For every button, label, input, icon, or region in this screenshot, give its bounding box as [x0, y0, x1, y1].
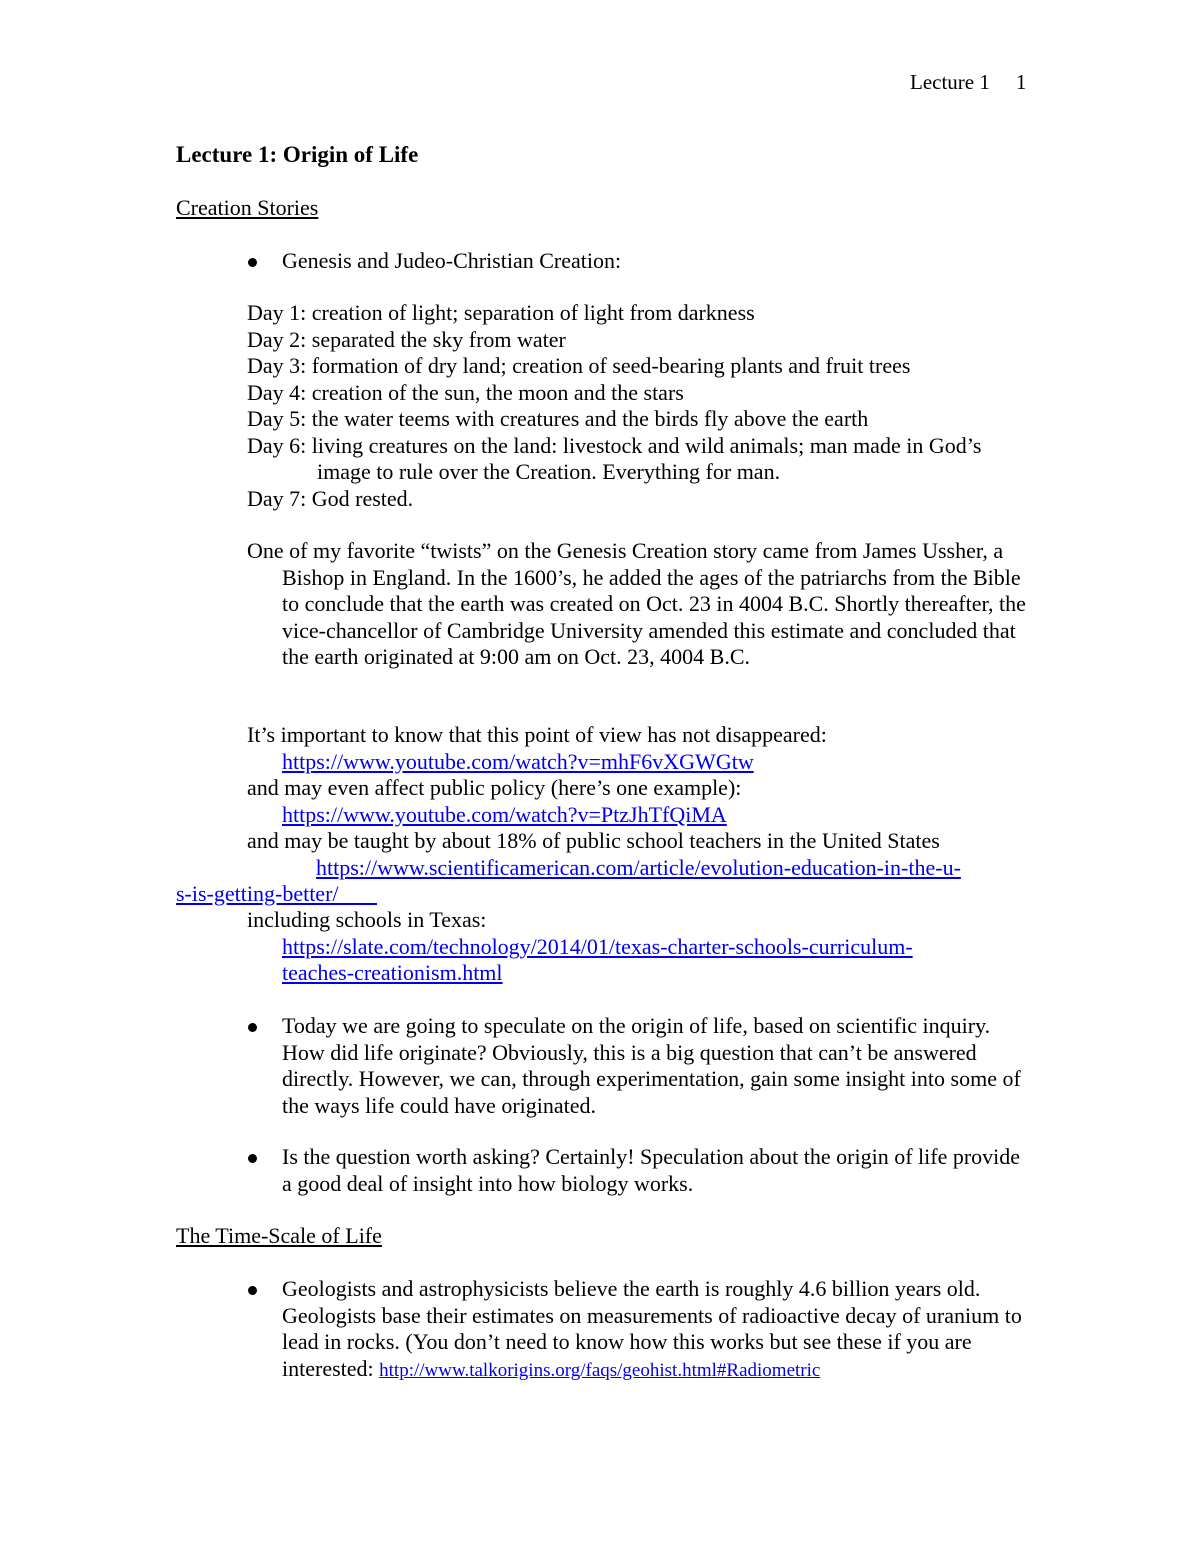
header-label: Lecture 1: [910, 70, 990, 94]
day-line: Day 2: separated the sky from water: [247, 326, 566, 352]
section-heading-creation-stories: Creation Stories: [176, 195, 319, 220]
time-scale-text: Geologists and astrophysicists believe the earth is roughly 4.6 billion years old. Geologists base their estimates on measurements of radioactive decay of uranium to lead in rocks. (You don’t need to know how this works but see these if you are interested:: [282, 1276, 1022, 1381]
creation-days-list: [247, 300, 987, 512]
day-line: Day 7: God rested.: [247, 485, 414, 511]
slate-link-cont[interactable]: teaches-creationism.html: [282, 960, 503, 985]
bullet-icon: [248, 1286, 257, 1295]
scientific-american-link-cont[interactable]: s-is-getting-better/: [176, 881, 339, 906]
bullet-icon: [248, 1154, 257, 1163]
scientific-american-link[interactable]: https://www.scientificamerican.com/article/evolution-education-in-the-u-: [316, 854, 961, 880]
slate-link[interactable]: https://slate.com/technology/2014/01/texas-charter-schools-curriculum-: [282, 933, 913, 959]
bullet-icon: [248, 1023, 257, 1032]
page-title: Lecture 1: Origin of Life: [176, 142, 419, 167]
bullet-text: Genesis and Judeo-Christian Creation:: [282, 248, 622, 273]
day-line: Day 5: the water teems with creatures and the birds fly above the earth: [247, 406, 869, 431]
ussher-paragraph: One of my favorite “twists” on the Genesis Creation story came from James Ussher, a Bishop in England. In the 1600’s, he added the ages of the patriarchs from the Bible to conclude that the earth was created on Oct. 23 in 4004 B.C. Shortly thereafter, the vice-chancellor of Cambridge University amended this estimate and concluded that the earth originated at 9:00 am on Oct. 23, 4004 B.C.: [247, 538, 1026, 669]
bullet-text: Is the question worth asking? Certainly! Speculation about the origin of life provide a good deal of insight into how biology works.: [282, 1144, 1021, 1196]
list-item: [248, 248, 1038, 275]
policy-text: and may even affect public policy (here’s one example):: [247, 775, 742, 800]
day-line: Day 1: creation of light; separation of light from darkness: [247, 300, 755, 325]
list-item: [248, 1276, 1028, 1384]
texas-sources: [247, 907, 1037, 987]
page-header: [910, 70, 1026, 95]
creationism-sources: [247, 722, 1037, 881]
day-line: Day 4: creation of the sun, the moon and the stars: [247, 379, 684, 405]
bullet-text: Today we are going to speculate on the origin of life, based on scientific inquiry. How did life originate? Obviously, this is a big question that can’t be answered directly. However, we can, through experimentation, gain some insight into some of the ways life could have originated.: [282, 1013, 1021, 1118]
list-item: [248, 1013, 1038, 1119]
youtube-link-2[interactable]: https://www.youtube.com/watch?v=PtzJhTfQiMA: [282, 801, 727, 827]
page-number: 1: [1015, 70, 1027, 94]
texas-text: including schools in Texas:: [247, 907, 487, 932]
day-line: Day 6: living creatures on the land: livestock and wild animals; man made in God’s image to rule over the Creation. Everything for man.: [247, 432, 982, 484]
important-text: It’s important to know that this point of view has not disappeared:: [247, 722, 827, 747]
bullet-text: [282, 1276, 1028, 1384]
taught-text: and may be taught by about 18% of public school teachers in the United States: [247, 828, 940, 853]
link-trailing-underline[interactable]: [339, 881, 378, 906]
talkorigins-link[interactable]: http://www.talkorigins.org/faqs/geohist.html#Radiometric: [379, 1359, 821, 1381]
youtube-link-1[interactable]: https://www.youtube.com/watch?v=mhF6vXGWGtw: [282, 748, 754, 774]
section-heading-time-scale: The Time-Scale of Life: [176, 1223, 382, 1248]
bullet-icon: [248, 258, 257, 267]
link-continuation: [176, 881, 377, 908]
day-line: Day 3: formation of dry land; creation of seed-bearing plants and fruit trees: [247, 353, 911, 378]
list-item: [248, 1144, 1028, 1197]
